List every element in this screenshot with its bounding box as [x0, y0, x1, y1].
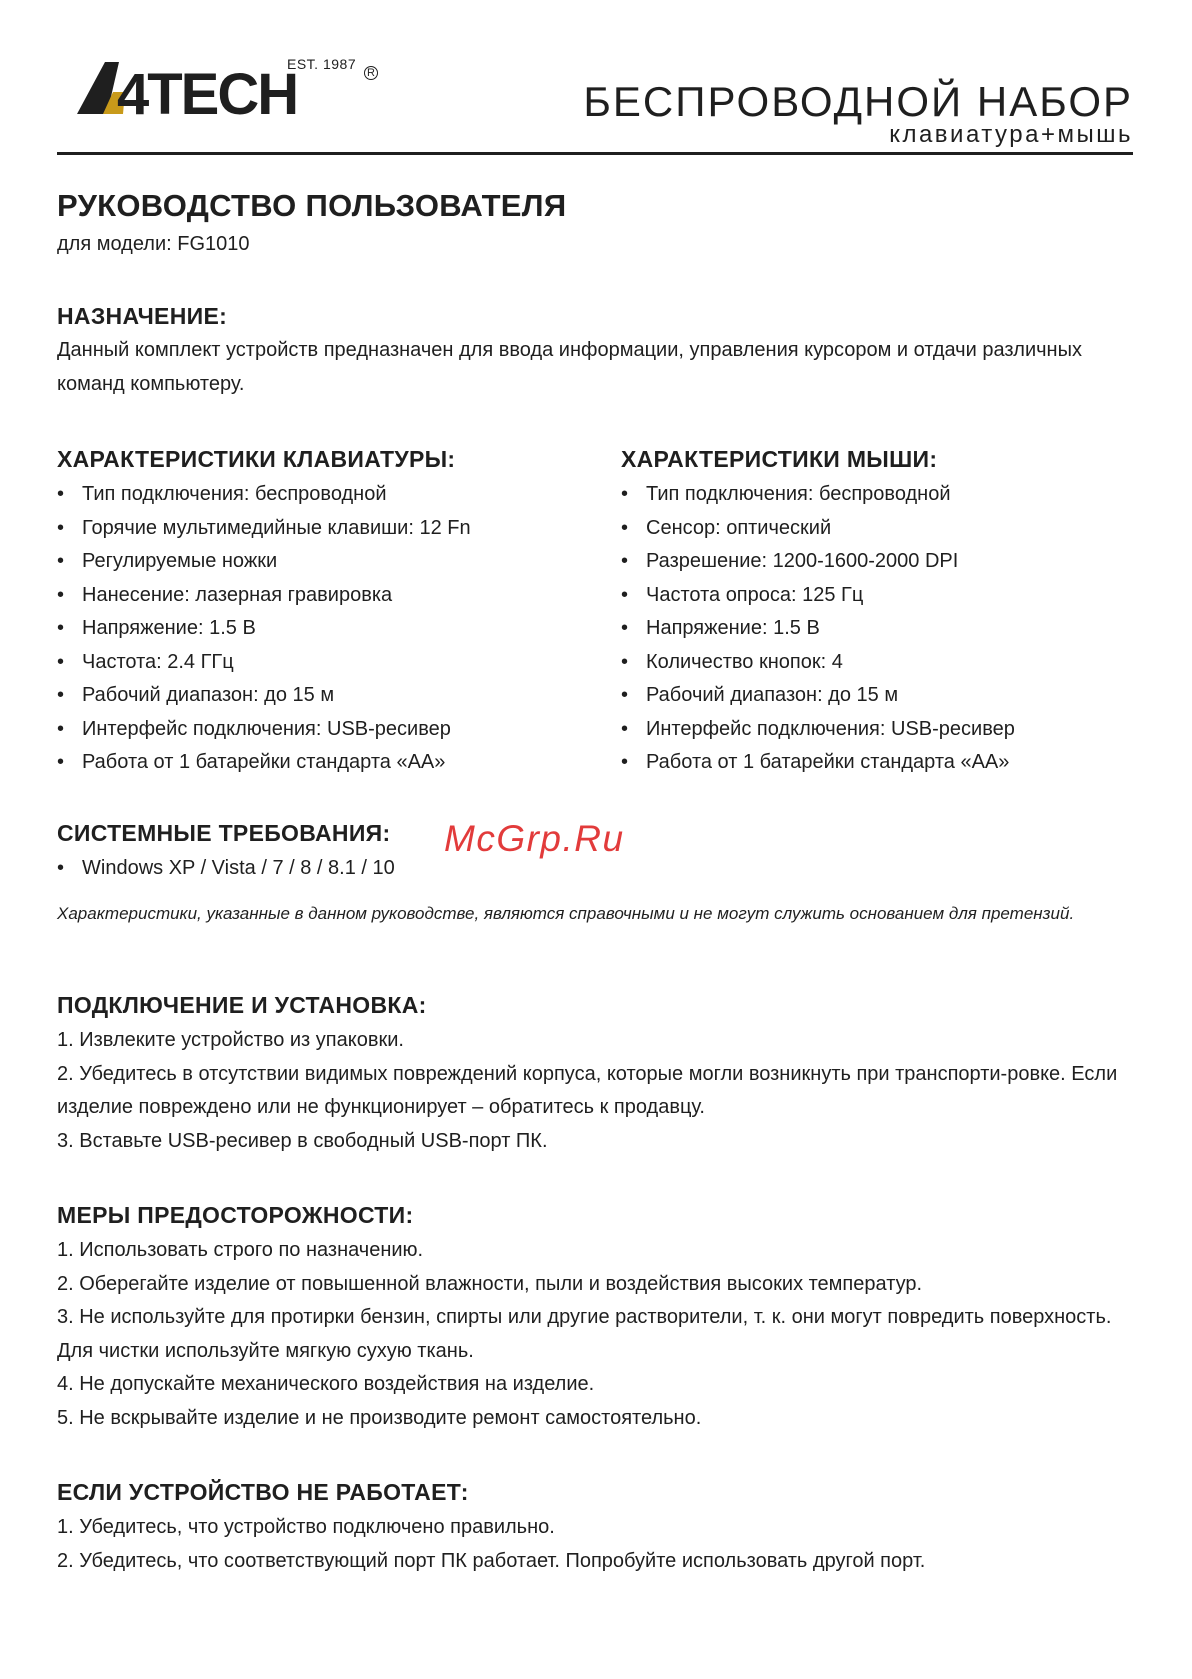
install-heading: ПОДКЛЮЧЕНИЕ И УСТАНОВКА: — [57, 992, 427, 1018]
product-title: БЕСПРОВОДНОЙ НАБОР — [583, 78, 1133, 125]
list-item: • Тип подключения: беспроводной — [57, 478, 597, 512]
product-subtitle: клавиатура+мышь — [889, 121, 1133, 148]
keyboard-heading: ХАРАКТЕРИСТИКИ КЛАВИАТУРЫ: — [57, 446, 456, 472]
mouse-heading: ХАРАКТЕРИСТИКИ МЫШИ: — [621, 446, 938, 472]
list-item: • Разрешение: 1200-1600-2000 DPI — [621, 545, 1133, 579]
list-item: • Регулируемые ножки — [57, 545, 597, 579]
a4tech-logo — [67, 52, 375, 132]
purpose-heading: НАЗНАЧЕНИЕ: — [57, 303, 228, 329]
list-item: • Тип подключения: беспроводной — [621, 478, 1133, 512]
list-item: • Рабочий диапазон: до 15 м — [57, 679, 597, 713]
svg-text:4TECH: 4TECH — [117, 62, 298, 124]
list-item: • Горячие мультимедийные клавиши: 12 Fn — [57, 512, 597, 546]
install-section — [57, 990, 1133, 1158]
list-item: • Напряжение: 1.5 В — [621, 612, 1133, 646]
list-item: 5. Не вскрывайте изделие и не производите ремонт самостоятельно. — [57, 1406, 702, 1429]
list-item: 2. Убедитесь, что соответствующий порт ПК работает. Попробуйте использовать другой порт. — [57, 1549, 926, 1572]
keyboard-specs — [57, 444, 597, 780]
list-item: • Сенсор: оптический — [621, 512, 1133, 546]
precautions-heading: МЕРЫ ПРЕДОСТОРОЖНОСТИ: — [57, 1202, 414, 1228]
doc-model: для модели: FG1010 — [57, 233, 250, 255]
logo-est: EST. 1987 — [287, 56, 357, 72]
list-item: 4. Не допускайте механического воздействия на изделие. — [57, 1373, 595, 1395]
purpose-text: Данный комплект устройств предназначен для ввода информации, управления курсором и отдачи различных команд компьютеру. — [57, 339, 1082, 395]
list-item: • Windows XP / Vista / 7 / 8 / 8.1 / 10 — [57, 852, 597, 886]
list-item: • Интерфейс подключения: USB-ресивер — [621, 713, 1133, 747]
list-item: • Частота: 2.4 ГГц — [57, 646, 597, 680]
list-item: 1. Использовать строго по назначению. — [57, 1239, 424, 1261]
precautions-section — [57, 1200, 1133, 1435]
list-item: 2. Убедитесь в отсутствии видимых повреждений корпуса, которые могли возникнуть при транспорти-ровке. Если изделие повреждено или не функционирует – обратитесь к продавцу. — [57, 1062, 1118, 1118]
list-item: 3. Не используйте для протирки бензин, спирты или другие растворители, т. к. они могут повредить поверхность. Для чистки используйте мягкую сухую ткань. — [57, 1306, 1112, 1362]
list-item: 1. Извлеките устройство из упаковки. — [57, 1029, 404, 1051]
keyboard-list — [57, 478, 597, 780]
header-divider — [57, 152, 1133, 155]
doc-title: РУКОВОДСТВО ПОЛЬЗОВАТЕЛЯ — [57, 188, 567, 223]
mouse-specs — [621, 444, 1133, 780]
registered-icon: R — [364, 66, 378, 80]
system-heading: СИСТЕМНЫЕ ТРЕБОВАНИЯ: — [57, 820, 391, 846]
mouse-list — [621, 478, 1133, 780]
list-item: 3. Вставьте USB-ресивер в свободный USB-порт ПК. — [57, 1129, 548, 1152]
list-item: • Работа от 1 батарейки стандарта «АА» — [621, 746, 1133, 780]
troubleshoot-section — [57, 1477, 1133, 1578]
disclaimer-note: Характеристики, указанные в данном руководстве, являются справочными и не могут служить основанием для претензий. — [57, 904, 1075, 923]
watermark-text: McGrp.Ru — [444, 818, 625, 859]
list-item: • Напряжение: 1.5 В — [57, 612, 597, 646]
list-item: • Нанесение: лазерная гравировка — [57, 579, 597, 613]
troubleshoot-heading: ЕСЛИ УСТРОЙСТВО НЕ РАБОТАЕТ: — [57, 1479, 469, 1505]
list-item: 1. Убедитесь, что устройство подключено правильно. — [57, 1516, 555, 1538]
page-header — [57, 52, 1133, 156]
list-item: • Рабочий диапазон: до 15 м — [621, 679, 1133, 713]
list-item: • Частота опроса: 125 Гц — [621, 579, 1133, 613]
list-item: • Работа от 1 батарейки стандарта «АА» — [57, 746, 597, 780]
list-item: 2. Оберегайте изделие от повышенной влажности, пыли и воздействия высоких температур. — [57, 1272, 923, 1295]
list-item: • Интерфейс подключения: USB-ресивер — [57, 713, 597, 747]
list-item: • Количество кнопок: 4 — [621, 646, 1133, 680]
